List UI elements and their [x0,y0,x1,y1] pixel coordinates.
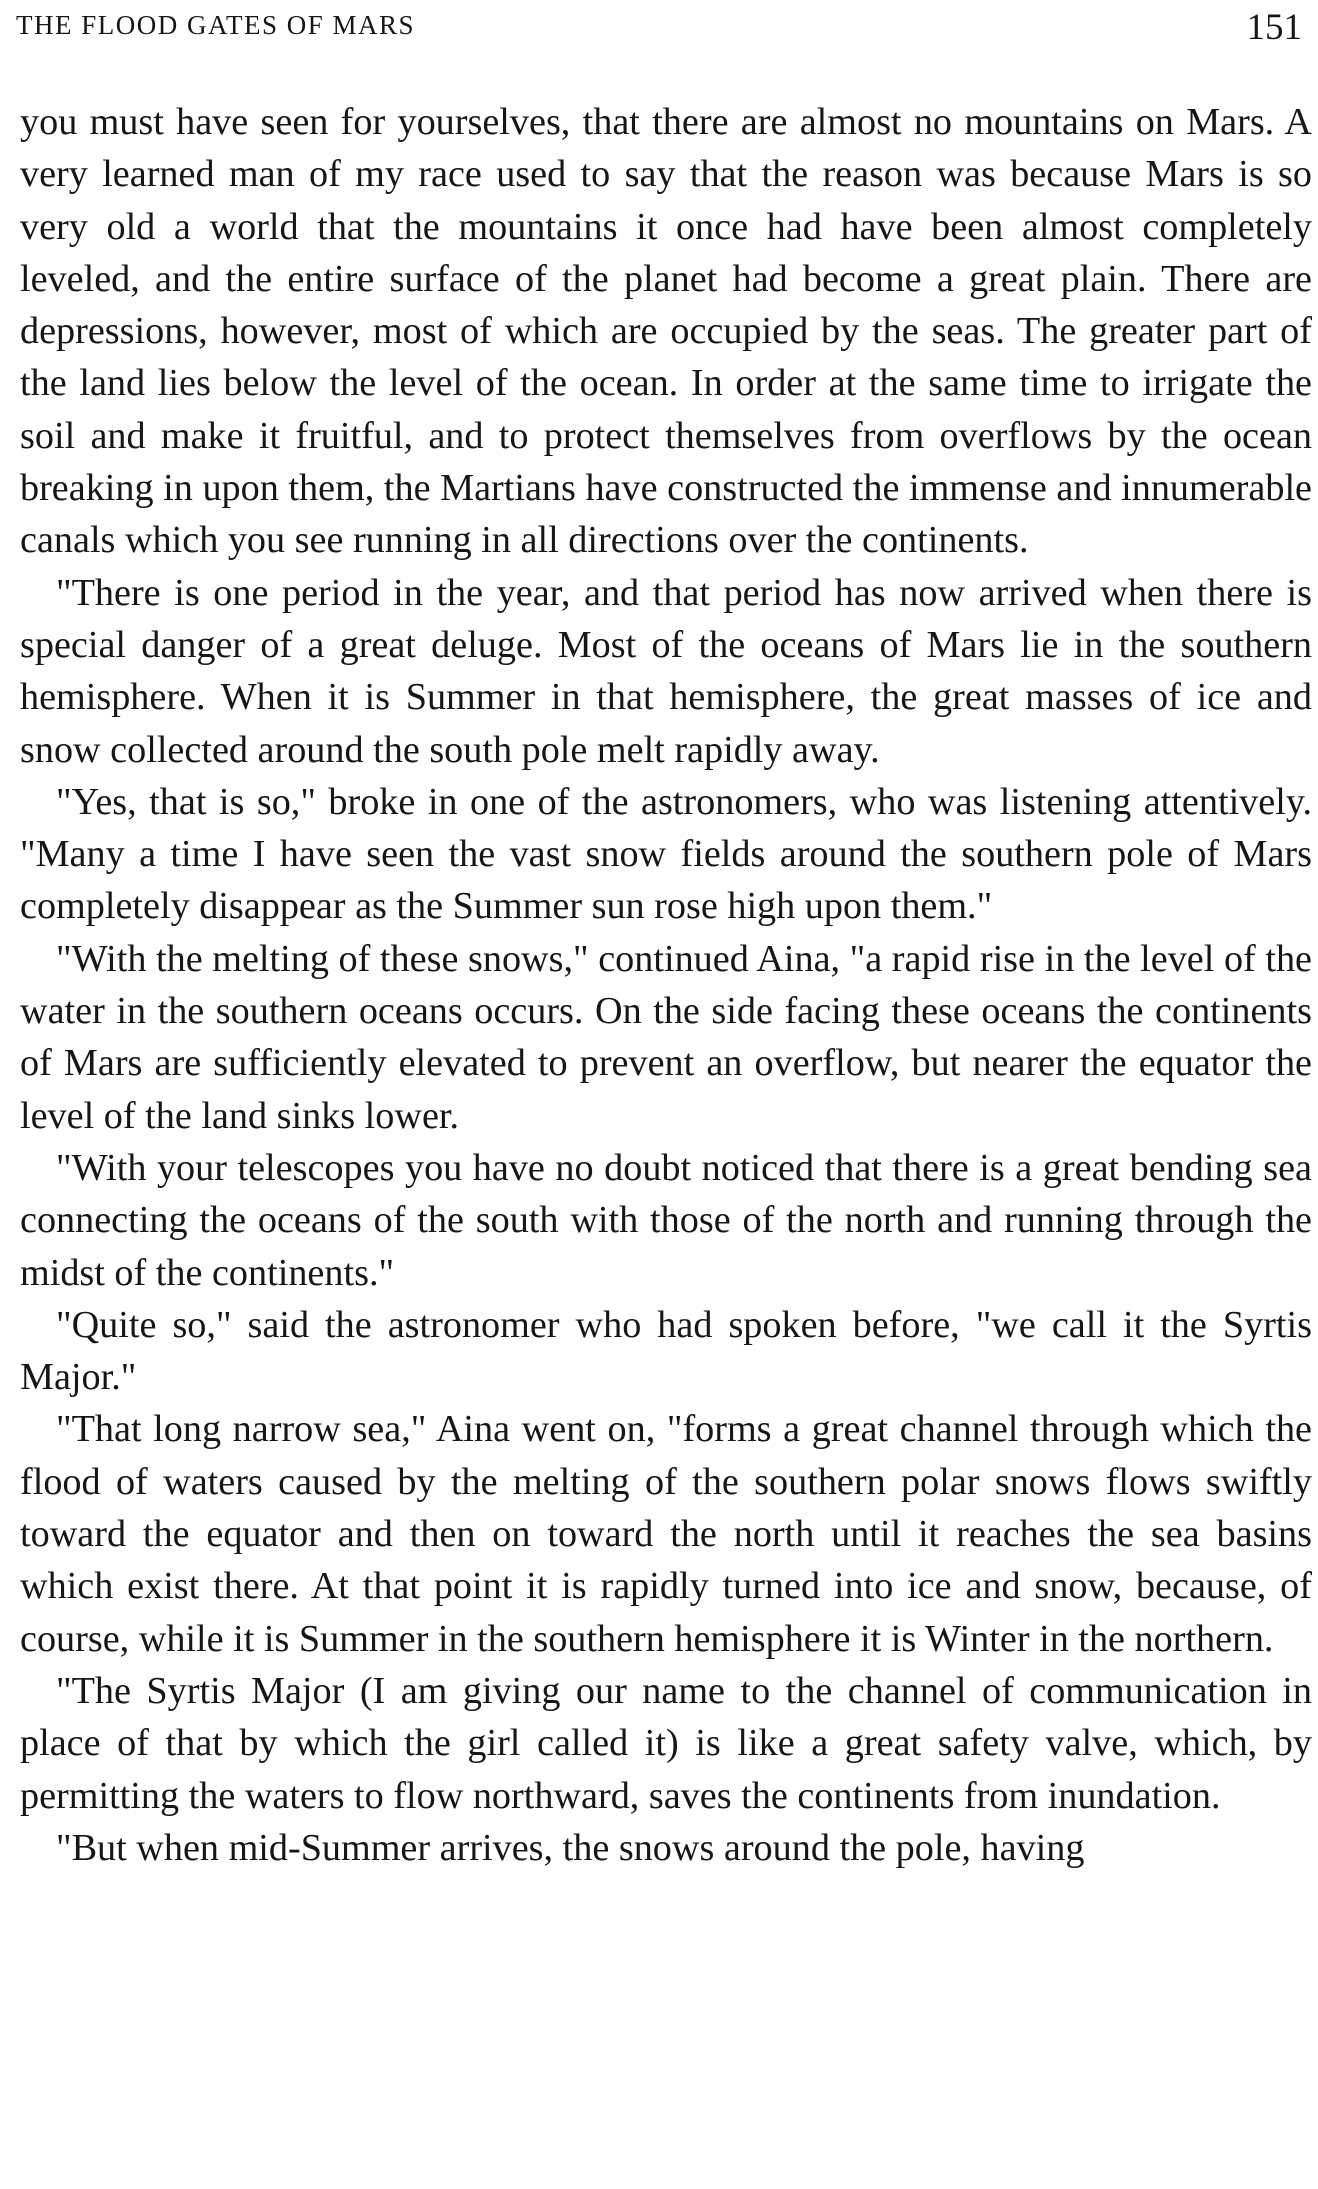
running-title: THE FLOOD GATES OF MARS [16,10,416,40]
paragraph: "There is one period in the year, and that period has now arrived when there is special danger of a great deluge. Most of the oceans of Mars lie in the southern hemisphere. When it is Summer in that hemisphere, the great masses of ice and snow collected around the south pole melt rapidly away. [20,571,1312,771]
paragraph: "With your telescopes you have no doubt noticed that there is a great bending sea connecting the oceans of the south with those of the north and running through the midst of the continents." [20,1146,1312,1294]
paragraph: "The Syrtis Major (I am giving our name to the channel of communication in place of that by which the girl called it) is like a great safety valve, which, by permitting the waters to flow northward, saves the continents from inundation. [20,1669,1312,1817]
paragraph-continued: you must have seen for yourselves, that there are almost no mountains on Mars. A very learned man of my race used to say that the reason was because Mars is so very old a world that the mountains it once had have been almost completely leveled, and the entire surface of the planet had become a great plain. There are depressions, however, most of which are occupied by the seas. The greater part of the land lies below the level of the ocean. In order at the same time to irrigate the soil and make it fruitful, and to protect themselves from overflows by the ocean breaking in upon them, the Martians have constructed the immense and innumerable canals which you see running in all directions over the continents. [20,101,1312,562]
paragraph: "Yes, that is so," broke in one of the astronomers, who was listening attentively. "Many a time I have seen the vast snow fields around the southern pole of Mars completely disappear as the Summer sun rose high upon them." [20,780,1312,928]
paragraph: "With the melting of these snows," continued Aina, "a rapid rise in the level of the water in the southern oceans occurs. On the side facing these oceans the continents of Mars are sufficiently elevated to prevent an overflow, but nearer the equator the level of the land sinks lower. [20,937,1312,1137]
body-text [20,96,1312,1874]
page-number: 151 [1246,7,1302,48]
paragraph: "That long narrow sea," Aina went on, "forms a great channel through which the flood of waters caused by the melting of the southern polar snows flows swiftly toward the equator and then on toward the north until it reaches the sea basins which exist there. At that point it is rapidly turned into ice and snow, because, of course, while it is Summer in the southern hemisphere it is Winter in the northern. [20,1408,1312,1660]
running-head [10,6,1306,46]
paragraph: "But when mid-Summer arrives, the snows around the pole, having [56,1826,1085,1869]
paragraph: "Quite so," said the astronomer who had spoken before, "we call it the Syrtis Major." [20,1303,1312,1399]
book-page [10,0,1312,2189]
